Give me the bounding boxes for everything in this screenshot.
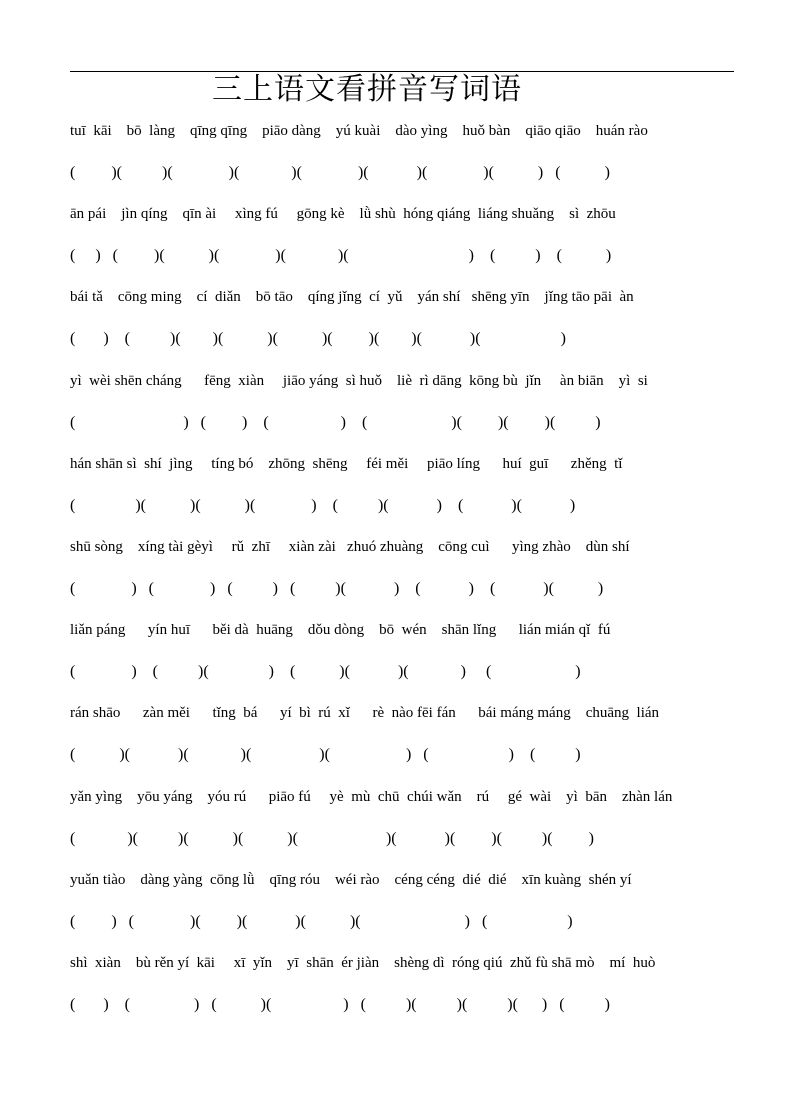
answer-brackets[interactable]: ( ) ( )( )( )( )( )( )( )( ) xyxy=(70,330,566,348)
pinyin-line: liǎn páng yín huī běi dà huāng dǒu dòng bō wén shān lǐng lián mián qǐ fú xyxy=(70,622,611,639)
pinyin-line: yuǎn tiào dàng yàng cōng lǜ qīng róu wéi rào céng céng dié dié xīn kuàng shén yí xyxy=(70,871,632,888)
answer-brackets[interactable]: ( ) ( ) ( ) ( )( ) ( ) ( )( ) xyxy=(70,580,604,597)
pinyin-line: shì xiàn bù rěn yí kāi xī yǐn yī shān ér jiàn shèng dì róng qiú zhǔ fù shā mò mí huò xyxy=(70,955,656,971)
pinyin-line: yǎn yìng yōu yáng yóu rú piāo fú yè mù chū chúi wǎn rú gé wài yì bān zhàn lán xyxy=(70,788,673,805)
answer-brackets[interactable]: ( ) ( ) ( )( ) ( )( )( )( ) ( ) xyxy=(70,996,610,1013)
answer-brackets[interactable]: ( ) ( )( )( )( )( ) ( ) xyxy=(70,912,573,930)
answer-brackets[interactable]: ( )( )( )( )( )( )( )( )( ) xyxy=(70,829,594,847)
pinyin-line: yì wèi shēn cháng fēng xiàn jiāo yáng sì huǒ liè rì dāng kōng bù jǐn àn biān yì si xyxy=(70,372,648,389)
answer-brackets[interactable]: ( )( )( )( ) ( )( ) ( )( ) xyxy=(70,496,576,514)
answer-brackets[interactable]: ( ) ( ) ( ) ( )( )( )( ) xyxy=(70,413,601,431)
pinyin-line: shū sòng xíng tài gèyì rǔ zhī xiàn zài zhuó zhuàng cōng cuì yìng zhào dùn shí xyxy=(70,539,630,555)
pinyin-line: bái tǎ cōng ming cí diǎn bō tāo qíng jǐng cí yǔ yán shí shēng yīn jǐng tāo pāi àn xyxy=(70,289,634,306)
answer-brackets[interactable]: ( )( )( )( )( ) ( ) ( ) xyxy=(70,746,581,764)
page-title: 三上语文看拼音写词语 xyxy=(212,72,522,107)
pinyin-line: ān pái jìn qíng qīn ài xìng fú gōng kè lǜ shù hóng qiáng liáng shuǎng sì zhōu xyxy=(70,206,616,223)
answer-brackets[interactable]: ( )( )( )( )( )( )( )( ) ( ) xyxy=(70,164,610,181)
answer-brackets[interactable]: ( ) ( )( ) ( )( )( ) ( ) xyxy=(70,663,581,681)
pinyin-line: hán shān sì shí jìng tíng bó zhōng shēng féi měi piāo líng huí guī zhěng tǐ xyxy=(70,455,623,472)
pinyin-line: rán shāo zàn měi tǐng bá yí bì rú xǐ rè nào fēi fán bái máng máng chuāng lián xyxy=(70,705,660,722)
answer-brackets[interactable]: ( ) ( )( )( )( )( ) ( ) ( ) xyxy=(70,247,612,265)
pinyin-line: tuī kāi bō làng qīng qīng piāo dàng yú kuài dào yìng huǒ bàn qiāo qiāo huán rào xyxy=(70,123,648,139)
